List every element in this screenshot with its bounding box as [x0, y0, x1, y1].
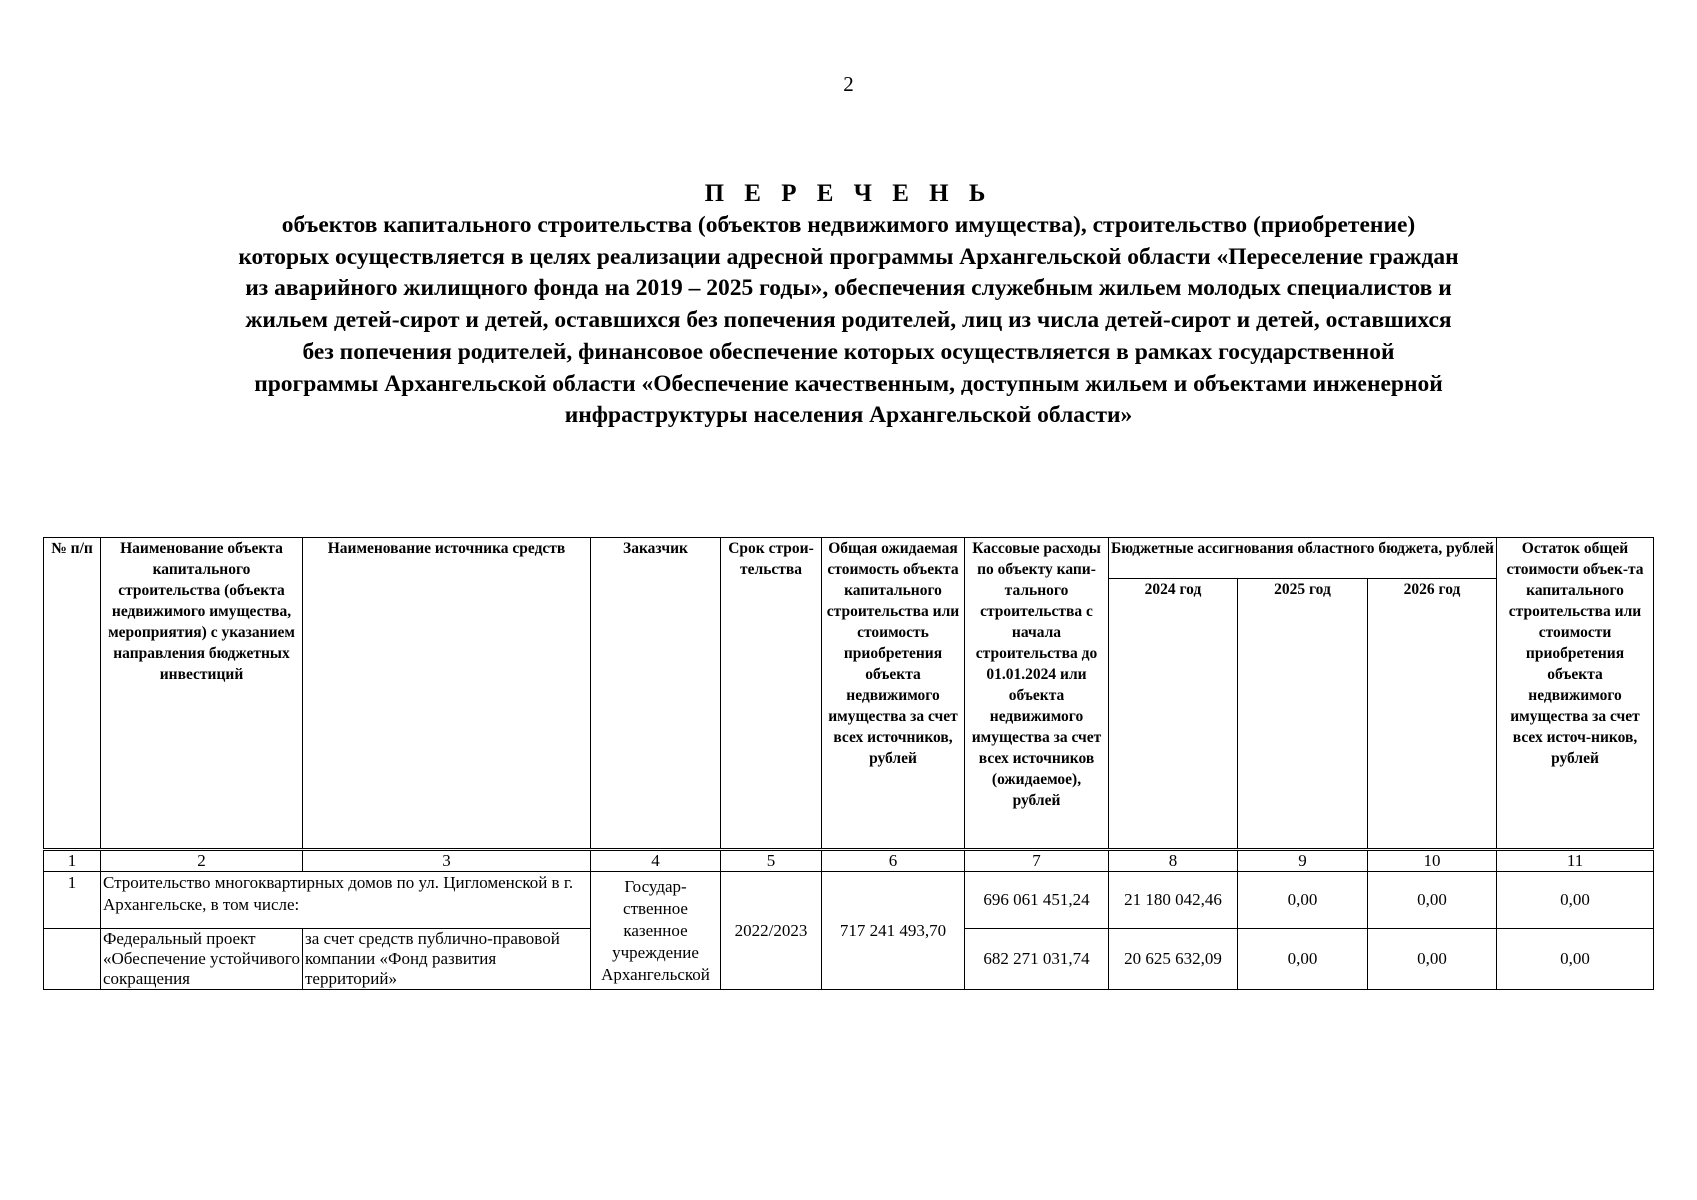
column-number: 2: [101, 850, 303, 872]
header-remaining: Остаток общей стоимости объек-та капитального строительства или стоимости приобретения объекта недвижимого имущества за счет всех источ-ников, рублей: [1497, 538, 1654, 850]
subtitle-line: из аварийного жилищного фонда на 2019 – 2025 годы», обеспечения служебным жильем молодых специалистов и: [245, 275, 1452, 302]
subtitle-line: которых осуществляется в целях реализации адресной программы Архангельской области «Переселение граждан: [238, 243, 1459, 270]
column-number: 1: [44, 850, 101, 872]
row-remaining: 0,00: [1497, 872, 1654, 929]
row-cash-expenses: 696 061 451,24: [965, 872, 1109, 929]
row-source: за счет средств публично-правовой компании «Фонд развития территорий»: [303, 929, 591, 990]
column-number: 6: [822, 850, 965, 872]
row-num: 1: [44, 872, 101, 929]
column-number: 3: [303, 850, 591, 872]
column-number: 7: [965, 850, 1109, 872]
header-term: Срок строи-тельства: [721, 538, 822, 850]
header-source: Наименование источника средств: [303, 538, 591, 850]
row-num-empty: [44, 929, 101, 990]
subtitle-line: инфраструктуры населения Архангельской области»: [564, 402, 1133, 429]
row-year-2024: 21 180 042,46: [1109, 872, 1238, 929]
subtitle-line: жильем детей-сирот и детей, оставшихся без попечения родителей, лиц из числа детей-сирот и детей, оставшихся: [245, 307, 1452, 334]
header-row: [44, 538, 1654, 579]
row-year-2025: 0,00: [1238, 872, 1368, 929]
row-year-2025: 0,00: [1238, 929, 1368, 990]
column-number: 11: [1497, 850, 1654, 872]
column-numbers-row: [44, 850, 1654, 872]
document-header: [100, 178, 1597, 432]
row-object-name: Строительство многоквартирных домов по ул. Цигломенской в г. Архангельске, в том числе:: [101, 872, 591, 929]
row-customer: Государ-ственное казенное учреждение Архангельской: [591, 872, 721, 990]
page-number: 2: [843, 72, 854, 96]
header-year-2024: 2024 год: [1109, 579, 1238, 850]
column-number: 10: [1368, 850, 1497, 872]
objects-table: [43, 537, 1654, 990]
row-remaining: 0,00: [1497, 929, 1654, 990]
row-total-cost: 717 241 493,70: [822, 872, 965, 990]
subtitle-line: объектов капитального строительства (объектов недвижимого имущества), строительство (приобретение): [281, 212, 1416, 238]
document-title: П Е Р Е Ч Е Н Ь: [704, 180, 993, 207]
header-cash-expenses: Кассовые расходы по объекту капи-тального строительства с начала строительства до 01.01.2024 или объекта недвижимого имущества за счет всех источников (ожидаемое), рублей: [965, 538, 1109, 850]
row-year-2024: 20 625 632,09: [1109, 929, 1238, 990]
row-cash-expenses: 682 271 031,74: [965, 929, 1109, 990]
column-number: 4: [591, 850, 721, 872]
row-term: 2022/2023: [721, 872, 822, 990]
column-number: 5: [721, 850, 822, 872]
row-year-2026: 0,00: [1368, 929, 1497, 990]
subtitle-line: программы Архангельской области «Обеспечение качественным, доступным жильем и объектами инженерной: [254, 370, 1443, 397]
header-year-2026: 2026 год: [1368, 579, 1497, 850]
header-budget-group: Бюджетные ассигнования областного бюджета, рублей: [1109, 538, 1497, 579]
document-subtitle: [100, 210, 1597, 432]
column-number: 8: [1109, 850, 1238, 872]
subtitle-line: без попечения родителей, финансовое обеспечение которых осуществляется в рамках государственной: [302, 338, 1395, 365]
header-year-2025: 2025 год: [1238, 579, 1368, 850]
row-year-2026: 0,00: [1368, 872, 1497, 929]
row-object-name: Федеральный проект «Обеспечение устойчивого сокращения: [101, 929, 303, 990]
column-number: 9: [1238, 850, 1368, 872]
header-total-cost: Общая ожидаемая стоимость объекта капитального строительства или стоимость приобретения объекта недвижимого имущества за счет всех источников, рублей: [822, 538, 965, 850]
header-num: № п/п: [44, 538, 101, 850]
header-customer: Заказчик: [591, 538, 721, 850]
table-row: [44, 872, 1654, 929]
header-object-name: Наименование объекта капитального строительства (объекта недвижимого имущества, мероприятия) с указанием направления бюджетных инвестиций: [101, 538, 303, 850]
